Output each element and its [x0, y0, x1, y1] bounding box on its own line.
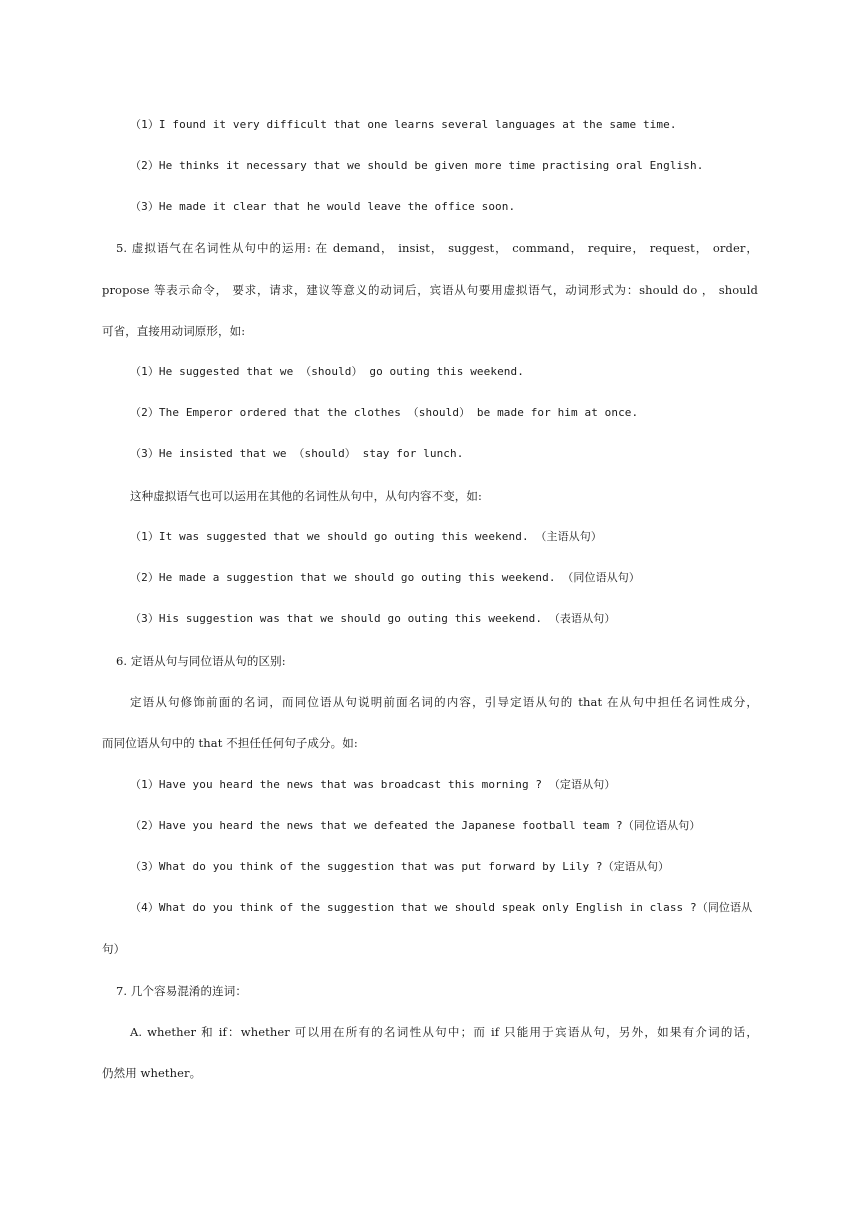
example-line: （1）It was suggested that we should go outing this weekend. （主语从句）	[130, 530, 602, 543]
example-line: （1）I found it very difficult that one learns several languages at the same time.	[130, 118, 677, 131]
paragraph-line: 而同位语从句中的 that 不担任任何句子成分。如:	[102, 736, 358, 750]
paragraph-line: propose 等表示命令， 要求，请求，建议等意义的动词后，宾语从句要用虚拟语气，动词形式为：should do ， should	[102, 283, 758, 297]
example-line: （4）What do you think of the suggestion that we should speak only English in class ?（同位语从	[130, 901, 753, 914]
paragraph-line: 定语从句修饰前面的名词，而同位语从句说明前面名词的内容，引导定语从句的 that 在从句中担任名词性成分，	[130, 695, 758, 709]
example-line: （2）He made a suggestion that we should go outing this weekend. （同位语从句）	[130, 571, 640, 584]
example-line: （3）He made it clear that he would leave the office soon.	[130, 200, 516, 213]
example-line: （3）His suggestion was that we should go outing this weekend. （表语从句）	[130, 612, 616, 625]
example-line: （1）Have you heard the news that was broadcast this morning ? （定语从句）	[130, 778, 616, 791]
paragraph-line: 可省，直接用动词原形，如:	[102, 324, 246, 338]
section-7-heading: 7. 几个容易混淆的连词：	[116, 984, 247, 998]
paragraph-line: 仍然用 whether。	[102, 1066, 202, 1080]
section-6-heading: 6. 定语从句与同位语从句的区别:	[116, 654, 286, 668]
paragraph-line: A. whether 和 if：whether 可以用在所有的名词性从句中；而 if 只能用于宾语从句，另外，如果有介词的话，	[130, 1025, 758, 1039]
example-line: （1）He suggested that we （should） go outing this weekend.	[130, 365, 524, 378]
paragraph-line: 这种虚拟语气也可以运用在其他的名词性从句中，从句内容不变，如:	[130, 489, 482, 503]
example-line: （2）The Emperor ordered that the clothes （should） be made for him at once.	[130, 406, 639, 419]
example-line: （3）What do you think of the suggestion that was put forward by Lily ?（定语从句）	[130, 860, 670, 873]
example-line: （2）He thinks it necessary that we should be given more time practising oral English.	[130, 159, 704, 172]
example-line: （3）He insisted that we （should） stay for lunch.	[130, 447, 464, 460]
example-line: （2）Have you heard the news that we defeated the Japanese football team ?（同位语从句）	[130, 819, 701, 832]
section-5-heading: 5. 虚拟语气在名词性从句中的运用: 在 demand， insist， suggest， command， require， request， order，	[116, 241, 758, 255]
paragraph-line: 句）	[102, 942, 126, 956]
